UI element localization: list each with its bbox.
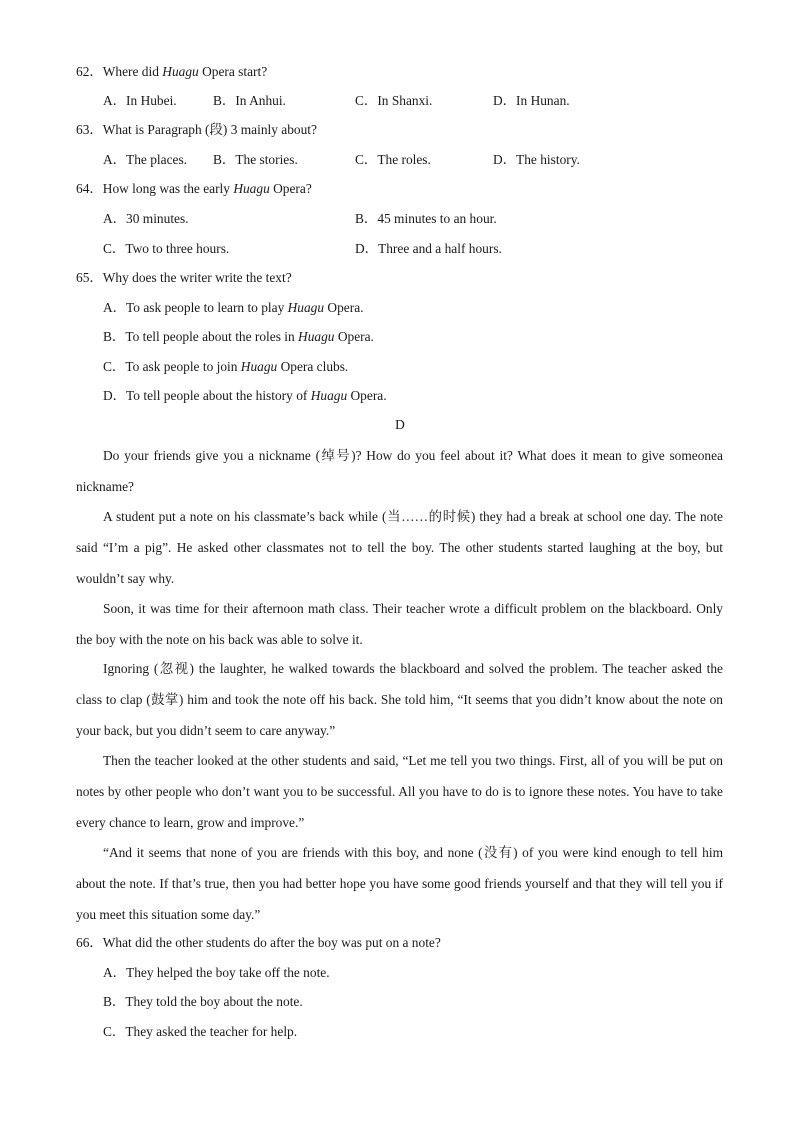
passage-paragraph-5 (76, 745, 723, 838)
passage-paragraph-3 (76, 593, 723, 655)
section-label: D (395, 417, 405, 432)
option-64-a: A．30 minutes. (103, 211, 189, 226)
passage-paragraph-4 (76, 653, 723, 746)
passage-paragraph-2 (76, 501, 723, 594)
option-65-c: C．To ask people to join Huagu Opera clubs. (103, 359, 349, 374)
passage-paragraph-1 (76, 440, 723, 502)
option-64-b: B．45 minutes to an hour. (355, 211, 497, 226)
passage-paragraph-6 (76, 837, 723, 930)
option-63-a: A．The places. (103, 152, 188, 167)
passage-text-5: Then the teacher looked at the other students and said, “Let me tell you two things. First, all of you will be put on notes by other people who don’t want you to be successful. All you have to do is to ignore these notes. You have to take every chance to learn, grow and improve.” (76, 753, 723, 830)
question-66: 66．What did the other students do after the boy was put on a note? (76, 935, 441, 950)
huagu-term: Huagu (162, 64, 199, 79)
passage-text-6: “And it seems that none of you are friends with this boy, and none (没有) of you were kind enough to tell him about the note. If that’s true, then you had better hope you have some good friends yourself and that they will tell you if you meet this situation some day.” (76, 845, 723, 922)
option-66-c: C．They asked the teacher for help. (103, 1024, 298, 1039)
passage-text-1: Do your friends give you a nickname (绰号)? How do you feel about it? What does it mean to give someonea nickname? (76, 448, 723, 494)
passage-text-2: A student put a note on his classmate’s back while (当……的时候) they had a break at school one day. The note said “I’m a pig”. He asked other classmates not to tell the boy. The other students started laughing at the boy, but wouldn’t say why. (76, 509, 723, 586)
option-62-a: A．In Hubei. (103, 93, 177, 108)
option-66-b: B．They told the boy about the note. (103, 994, 303, 1009)
huagu-term: Huagu (310, 388, 348, 403)
option-63-d: D．The history. (493, 152, 580, 167)
huagu-term: Huagu (298, 329, 335, 344)
option-65-d: D．To tell people about the history of Huagu Opera. (103, 388, 387, 403)
option-65-b: B．To tell people about the roles in Huagu Opera. (103, 329, 374, 344)
option-62-b: B．In Anhui. (213, 93, 286, 108)
question-62: 62．Where did Huagu Opera start? (76, 64, 268, 79)
huagu-term: Huagu (287, 300, 325, 315)
option-65-a: A．To ask people to learn to play Huagu Opera. (103, 300, 364, 315)
huagu-term: Huagu (240, 359, 278, 374)
option-64-d: D．Three and a half hours. (355, 241, 502, 256)
question-63: 63．What is Paragraph (段) 3 mainly about? (76, 122, 317, 137)
question-65: 65．Why does the writer write the text? (76, 270, 292, 285)
option-66-a: A．They helped the boy take off the note. (103, 965, 330, 980)
option-62-c: C．In Shanxi. (355, 93, 433, 108)
option-62-d: D．In Hunan. (493, 93, 570, 108)
option-64-c: C．Two to three hours. (103, 241, 230, 256)
question-64: 64．How long was the early Huagu Opera? (76, 181, 312, 196)
option-63-c: C．The roles. (355, 152, 431, 167)
option-63-b: B．The stories. (213, 152, 298, 167)
huagu-term: Huagu (233, 181, 270, 196)
passage-text-3: Soon, it was time for their afternoon math class. Their teacher wrote a difficult problem on the blackboard. Only the boy with the note on his back was able to solve it. (76, 601, 723, 647)
passage-text-4: Ignoring (忽视) the laughter, he walked towards the blackboard and solved the problem. The teacher asked the class to clap (鼓掌) him and took the note off his back. She told him, “It seems that you didn’t know about the note on your back, but you didn’t seem to care anyway.” (76, 661, 723, 738)
